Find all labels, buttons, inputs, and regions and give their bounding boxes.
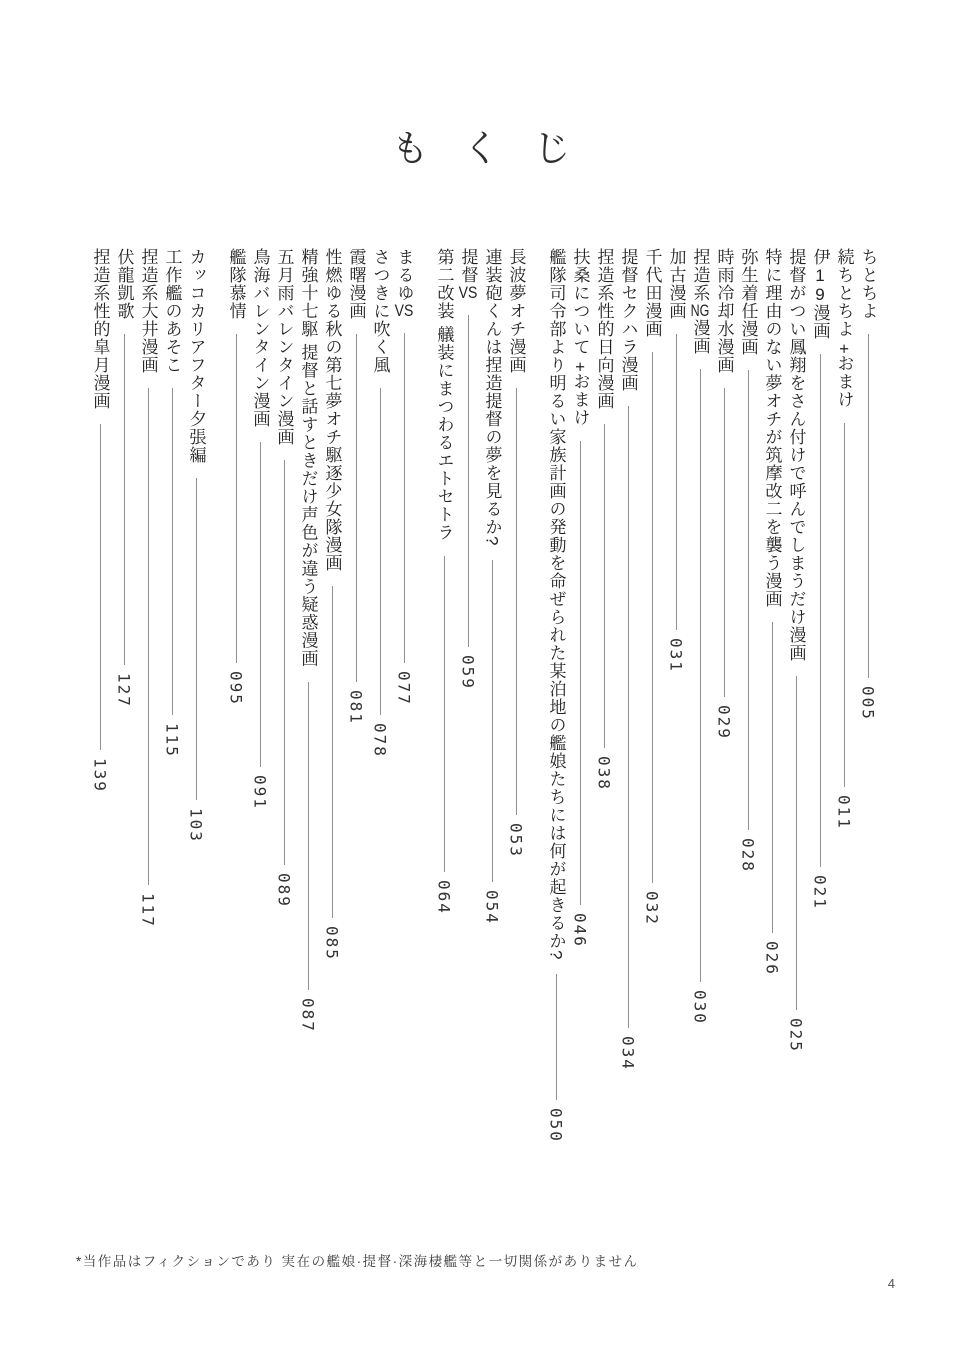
toc-entry — [784, 248, 808, 1053]
leader-line — [468, 315, 469, 647]
toc-entry — [296, 248, 320, 1033]
toc-entry — [504, 248, 528, 858]
entry-page-number: 011 — [834, 795, 854, 830]
entry-page-number: 095 — [226, 671, 246, 706]
toc-entry — [544, 248, 568, 1143]
entry-page-number: 091 — [250, 775, 270, 810]
toc-entry — [320, 248, 344, 961]
toc-entry — [688, 248, 712, 1025]
entry-page-number: 028 — [738, 838, 758, 873]
entry-page-number: 005 — [858, 686, 878, 721]
entry-title: ちとちよ — [858, 248, 878, 320]
entry-title: 連装砲くんは捏造提督の夢を見るか? — [482, 248, 502, 547]
toc-entry — [88, 248, 112, 793]
leader-line — [492, 560, 493, 882]
entry-title: 続ちとちよ +おまけ — [834, 248, 854, 409]
entry-page-number: 031 — [666, 638, 686, 673]
entry-page-number: 050 — [546, 1108, 566, 1143]
leader-line — [236, 334, 237, 663]
toc-entry — [456, 248, 480, 690]
entry-title: 五月雨バレンタイン漫画 — [274, 248, 294, 446]
toc-entry — [480, 248, 504, 925]
entry-title: まるゆVS — [394, 248, 414, 319]
leader-line — [308, 682, 309, 990]
page-title: もくじ — [391, 128, 605, 169]
leader-line — [700, 369, 701, 982]
leader-line — [868, 334, 869, 678]
entry-title: さつきに吹く風 — [370, 248, 390, 374]
leader-line — [356, 334, 357, 682]
entry-page-number: 078 — [370, 723, 390, 758]
leader-line — [196, 478, 197, 800]
leader-line — [820, 354, 821, 867]
toc-entry — [248, 248, 272, 810]
entry-title: 工作艦のあそこ — [162, 248, 182, 374]
leader-line — [260, 442, 261, 767]
entry-title: 捏造系性的皐月漫画 — [90, 248, 110, 410]
leader-line — [284, 460, 285, 865]
entry-title: 加古漫画 — [666, 248, 686, 320]
entry-page-number: 030 — [690, 990, 710, 1025]
entry-page-number: 103 — [186, 808, 206, 843]
toc-entry — [224, 248, 248, 706]
entry-title: 時雨冷却水漫画 — [714, 248, 734, 374]
entry-title: 鳥海バレンタイン漫画 — [250, 248, 270, 428]
entry-page-number: 064 — [434, 880, 454, 915]
entry-page-number: 054 — [482, 890, 502, 925]
entry-title: 艦隊司令部より明るい家族計画の発動を命ぜられた某泊地の艦娘たちには何が起きるか? — [546, 248, 566, 961]
toc-entry — [184, 248, 208, 843]
leader-line — [124, 334, 125, 665]
entry-title: 提督がつい鳳翔をさん付けで呼んでしまうだけ漫画 — [786, 248, 806, 662]
toc-entry — [832, 248, 856, 830]
toc-entry — [112, 248, 136, 708]
entry-title: 捏造系大井漫画 — [138, 248, 158, 374]
leader-line — [628, 406, 629, 1028]
entry-title: 長波夢オチ漫画 — [506, 248, 526, 374]
toc-entry — [368, 248, 392, 758]
leader-line — [516, 388, 517, 815]
entry-page-number: 046 — [570, 913, 590, 948]
leader-line — [172, 388, 173, 715]
entry-title: 千代田漫画 — [642, 248, 662, 338]
entry-page-number: 032 — [642, 891, 662, 926]
entry-title: 捏造系性的日向漫画 — [594, 248, 614, 410]
toc-entry — [712, 248, 736, 740]
leader-line — [404, 333, 405, 663]
leader-line — [604, 424, 605, 748]
leader-line — [748, 370, 749, 830]
leader-line — [100, 424, 101, 750]
leader-line — [676, 334, 677, 630]
leader-line — [556, 974, 557, 1100]
entry-page-number: 081 — [346, 690, 366, 725]
entry-page-number: 089 — [274, 873, 294, 908]
toc-entry — [160, 248, 184, 758]
entry-page-number: 085 — [322, 926, 342, 961]
leader-line — [796, 676, 797, 1010]
toc-entry — [432, 248, 456, 915]
leader-line — [652, 352, 653, 883]
entry-title: 特に理由のない夢オチが筑摩改二を襲う漫画 — [762, 248, 782, 608]
disclaimer-note: *当作品はフィクションであり 実在の艦娘·提督·深海棲艦等と一切関係がありません — [76, 1254, 639, 1269]
entry-page-number: 053 — [506, 823, 526, 858]
entry-title: 第二改装 艤装にまつわるエトセトラ — [434, 248, 454, 542]
toc-entry — [640, 248, 664, 926]
toc-entry — [736, 248, 760, 873]
toc-entry — [808, 248, 832, 910]
entry-page-number: 038 — [594, 756, 614, 791]
toc-entry — [592, 248, 616, 791]
toc-entry — [856, 248, 880, 721]
entry-title: 艦隊慕情 — [226, 248, 246, 320]
entry-title: カッコカリアフター夕張編 — [186, 248, 206, 464]
entry-page-number: 087 — [298, 998, 318, 1033]
toc-entry — [568, 248, 592, 948]
entry-page-number: 026 — [762, 941, 782, 976]
entry-title: 精強十七駆 提督と話すときだけ声色が違う疑惑漫画 — [298, 248, 318, 668]
toc-entry — [392, 248, 416, 706]
toc-list — [88, 248, 880, 1143]
leader-line — [380, 388, 381, 715]
entry-title: 弥生着任漫画 — [738, 248, 758, 356]
toc-entry — [136, 248, 160, 928]
leader-line — [148, 388, 149, 885]
folio-page-number: 4 — [887, 1276, 895, 1291]
entry-page-number: 025 — [786, 1018, 806, 1053]
entry-title: 捏造系NG漫画 — [690, 248, 710, 355]
entry-page-number: 077 — [394, 671, 414, 706]
entry-page-number: 029 — [714, 705, 734, 740]
entry-page-number: 059 — [458, 655, 478, 690]
entry-title: 伊19漫画 — [810, 248, 830, 340]
entry-title: 霞曙漫画 — [346, 248, 366, 320]
entry-title: 伏龍凱歌 — [114, 248, 134, 320]
entry-title: 性燃ゆる秋の第七夢オチ駆逐少女隊漫画 — [322, 248, 342, 572]
leader-line — [332, 586, 333, 918]
toc-entry — [616, 248, 640, 1071]
leader-line — [844, 423, 845, 787]
entry-page-number: 127 — [114, 673, 134, 708]
leader-line — [772, 622, 773, 933]
toc-entry — [760, 248, 784, 976]
leader-line — [580, 441, 581, 905]
leader-line — [724, 388, 725, 697]
leader-line — [444, 556, 445, 872]
entry-title: 提督VS — [458, 248, 478, 301]
entry-page-number: 021 — [810, 875, 830, 910]
entry-page-number: 034 — [618, 1036, 638, 1071]
entry-page-number: 139 — [90, 758, 110, 793]
entry-title: 提督セクハラ漫画 — [618, 248, 638, 392]
toc-entry — [664, 248, 688, 673]
entry-page-number: 115 — [162, 723, 182, 758]
entry-title: 扶桑について +おまけ — [570, 248, 590, 427]
entry-page-number: 117 — [138, 893, 158, 928]
toc-entry — [344, 248, 368, 725]
toc-entry — [272, 248, 296, 908]
